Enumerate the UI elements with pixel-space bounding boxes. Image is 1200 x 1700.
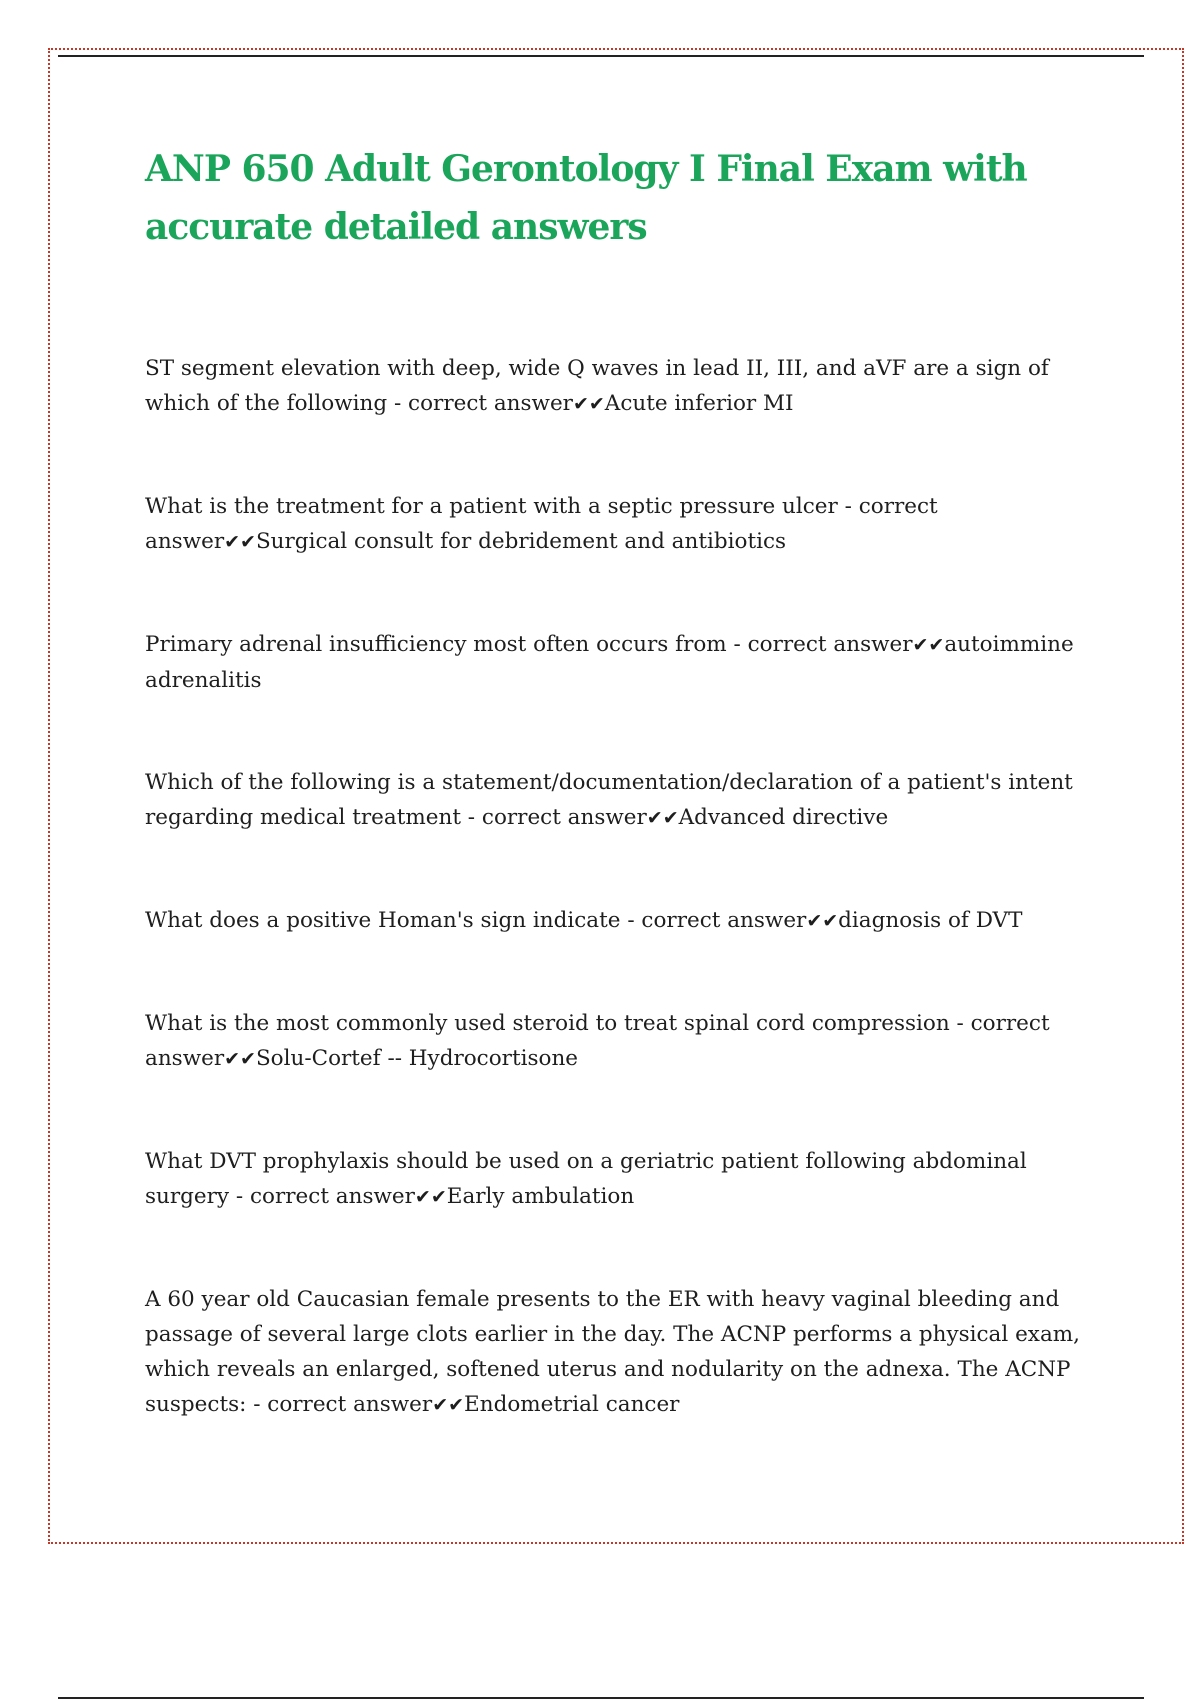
check-marks-icon: ✔✔ <box>572 393 605 415</box>
answer-separator: - correct answer <box>145 1011 1050 1071</box>
question-text: What is the treatment for a patient with a septic pressure ulcer <box>145 494 838 519</box>
answer-text: Acute inferior MI <box>604 391 794 416</box>
answer-separator: - correct answer <box>246 1392 433 1417</box>
check-marks-icon: ✔✔ <box>224 1048 256 1070</box>
document-body <box>145 140 1085 1490</box>
question-text: Which of the following is a statement/documentation/declaration of a patient's intent regarding medical treatment <box>145 770 1073 830</box>
question-text: ST segment elevation with deep, wide Q waves in lead II, III, and aVF are a sign of which of the following <box>145 356 1049 416</box>
qa-item <box>145 765 1085 836</box>
qa-item <box>145 1282 1085 1423</box>
check-marks-icon: ✔✔ <box>432 1394 465 1416</box>
answer-separator: - correct answer <box>620 908 807 933</box>
question-text: What does a positive Homan's sign indicate <box>145 908 621 933</box>
answer-separator: - correct answer <box>145 494 938 554</box>
qa-item <box>145 903 1085 939</box>
question-text: What DVT prophylaxis should be used on a geriatric patient following abdominal surgery <box>145 1149 1027 1209</box>
question-text: Primary adrenal insufficiency most often occurs from <box>145 632 727 657</box>
bottom-rule <box>58 1697 1144 1699</box>
check-marks-icon: ✔✔ <box>912 634 945 656</box>
answer-text: Surgical consult for debridement and antibiotics <box>255 529 787 554</box>
document-title: ANP 650 Adult Gerontology I Final Exam with accurate detailed answers <box>145 148 1027 248</box>
qa-list <box>145 351 1085 1423</box>
answer-text: Advanced directive <box>678 805 889 830</box>
answer-separator: - correct answer <box>387 391 573 416</box>
check-marks-icon: ✔✔ <box>224 531 256 553</box>
check-marks-icon: ✔✔ <box>646 807 679 829</box>
answer-text: autoimmine adrenalitis <box>145 632 1074 693</box>
question-text: A 60 year old Caucasian female presents to the ER with heavy vaginal bleeding and passage of several large clots earlier in the day. The ACNP performs a physical exam, which reveals an enlarged, softened uterus and nodularity on the adnexa. The ACNP suspects: <box>145 1287 1080 1417</box>
qa-item <box>145 627 1085 698</box>
qa-item <box>145 351 1085 422</box>
answer-text: Early ambulation <box>446 1184 635 1209</box>
qa-item <box>145 1006 1085 1077</box>
qa-item <box>145 489 1085 560</box>
check-marks-icon: ✔✔ <box>414 1186 447 1208</box>
answer-text: diagnosis of DVT <box>838 908 1023 933</box>
check-marks-icon: ✔✔ <box>806 910 839 932</box>
answer-separator: - correct answer <box>229 1184 415 1209</box>
answer-text: Solu-Cortef -- Hydrocortisone <box>255 1046 579 1071</box>
question-text: What is the most commonly used steroid to treat spinal cord compression <box>145 1011 950 1036</box>
answer-separator: - correct answer <box>460 805 647 830</box>
answer-text: Endometrial cancer <box>464 1392 680 1417</box>
qa-item <box>145 1144 1085 1215</box>
answer-separator: - correct answer <box>726 632 913 657</box>
